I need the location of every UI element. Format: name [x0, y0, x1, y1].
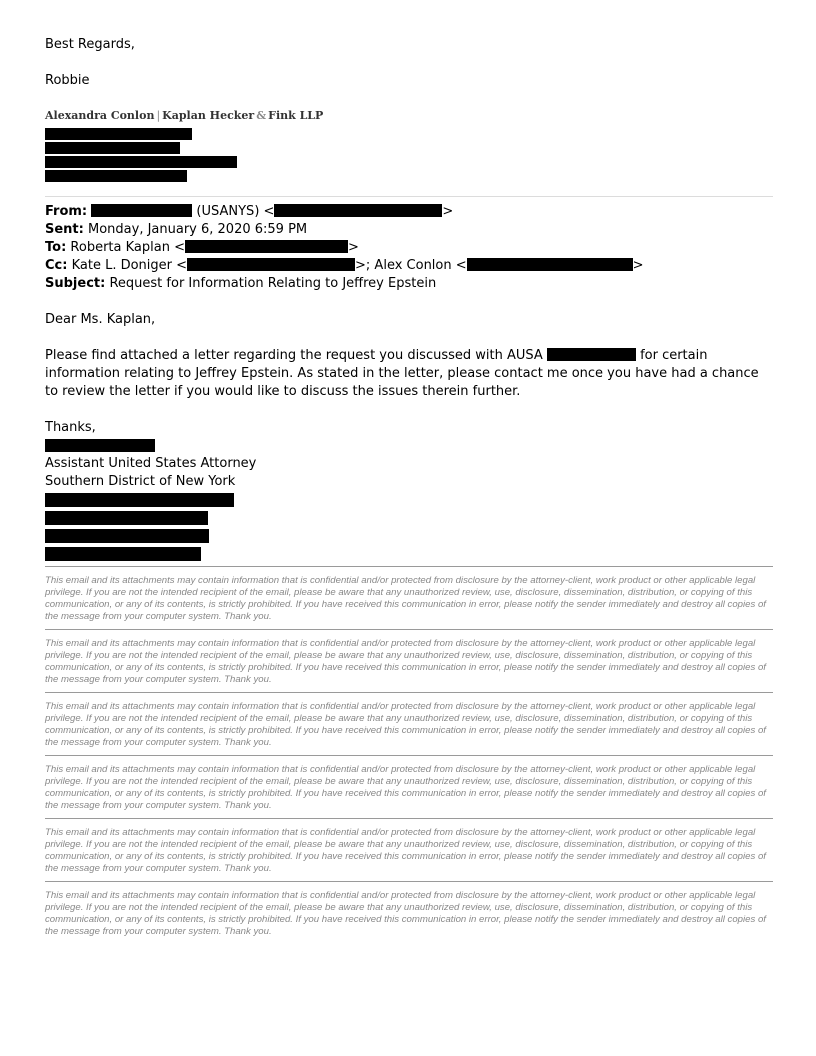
signature-separator: | — [156, 109, 161, 122]
from-end: > — [442, 204, 454, 219]
disclaimer-text: This email and its attachments may contain information that is confidential and/or protected from disclosure by the attorney-client, work product or other applicable legal privilege. If you are not the intended recipient of the email, please be aware that any unauthorized review, use, disclosure, dissemination, distribution, or copying of this communication, or any of its contents, is strictly prohibited. If you have received this communication in error, please notify the sender immediately and destroy all copies of the message from your computer system. Thank you. — [45, 701, 766, 748]
redaction-bar — [274, 204, 442, 217]
redaction-bar — [45, 529, 209, 543]
firm-signature — [45, 108, 773, 124]
body-rest: for certain information relating to Jeffrey Epstein. As stated in the letter, please contact me once you have had a chance to review the letter if you would like to discuss the issues therein further. — [45, 348, 759, 399]
body-start: Please find attached a letter regarding the request you discussed with AUSA — [45, 348, 543, 363]
redaction-bar — [45, 493, 234, 507]
redaction-bar — [45, 439, 155, 452]
subject-value: Request for Information Relating to Jeffrey Epstein — [109, 276, 437, 291]
sent-value: Monday, January 6, 2020 6:59 PM — [88, 222, 308, 237]
disclaimer-block — [45, 755, 773, 818]
disclaimer-block — [45, 629, 773, 692]
signature-firm-part1: Kaplan Hecker — [162, 109, 255, 122]
subject-label: Subject: — [45, 276, 106, 291]
to-text: Roberta Kaplan < — [70, 240, 185, 255]
redaction-bar — [45, 170, 187, 182]
redaction-bar — [45, 511, 208, 525]
cc-label: Cc: — [45, 258, 68, 273]
redaction-bar — [45, 128, 192, 140]
cc-text1: Kate L. Doniger < — [71, 258, 188, 273]
salutation: Dear Ms. Kaplan, — [45, 312, 156, 327]
cc-line — [45, 257, 773, 275]
from-text: (USANYS) < — [196, 204, 275, 219]
signature-firm-part2: Fink LLP — [268, 109, 324, 122]
to-end: > — [347, 240, 359, 255]
redaction-bar — [185, 240, 348, 253]
signoff: Thanks, — [45, 420, 96, 435]
disclaimer-text: This email and its attachments may contain information that is confidential and/or protected from disclosure by the attorney-client, work product or other applicable legal privilege. If you are not the intended recipient of the email, please be aware that any unauthorized review, use, disclosure, dissemination, distribution, or copying of this communication, or any of its contents, is strictly prohibited. If you have received this communication in error, please notify the sender immediately and destroy all copies of the message from your computer system. Thank you. — [45, 890, 766, 937]
sent-label: Sent: — [45, 222, 84, 237]
email-header — [45, 203, 773, 293]
disclaimer-block — [45, 881, 773, 944]
signature-ampersand: & — [256, 109, 267, 122]
disclaimer-text: This email and its attachments may contain information that is confidential and/or protected from disclosure by the attorney-client, work product or other applicable legal privilege. If you are not the intended recipient of the email, please be aware that any unauthorized review, use, disclosure, dissemination, distribution, or copying of this communication, or any of its contents, is strictly prohibited. If you have received this communication in error, please notify the sender immediately and destroy all copies of the message from your computer system. Thank you. — [45, 827, 766, 874]
disclaimer-text: This email and its attachments may contain information that is confidential and/or protected from disclosure by the attorney-client, work product or other applicable legal privilege. If you are not the intended recipient of the email, please be aware that any unauthorized review, use, disclosure, dissemination, distribution, or copying of this communication, or any of its contents, is strictly prohibited. If you have received this communication in error, please notify the sender immediately and destroy all copies of the message from your computer system. Thank you. — [45, 764, 766, 811]
signature-person: Alexandra Conlon — [45, 109, 155, 122]
subject-line — [45, 275, 773, 293]
closing-name: Robbie — [45, 73, 90, 88]
sender-name-redaction — [45, 437, 773, 455]
email-document — [45, 36, 773, 944]
from-label: From: — [45, 204, 88, 219]
redaction-bar — [45, 156, 237, 168]
redaction-bar — [467, 258, 633, 271]
redaction-bar — [547, 348, 636, 361]
disclaimer-block — [45, 818, 773, 881]
redaction-bar — [45, 547, 201, 561]
cc-end: > — [632, 258, 644, 273]
message-body — [45, 347, 773, 401]
redaction-bar — [45, 142, 180, 154]
disclaimer-stack — [45, 566, 773, 944]
closing-regards: Best Regards, — [45, 37, 135, 52]
sender-office: Southern District of New York — [45, 474, 236, 489]
to-line — [45, 239, 773, 257]
sender-contact-redactions — [45, 493, 773, 561]
sent-line — [45, 221, 773, 239]
sender-title: Assistant United States Attorney — [45, 456, 257, 471]
from-line — [45, 203, 773, 221]
disclaimer-text: This email and its attachments may contain information that is confidential and/or protected from disclosure by the attorney-client, work product or other applicable legal privilege. If you are not the intended recipient of the email, please be aware that any unauthorized review, use, disclosure, dissemination, distribution, or copying of this communication, or any of its contents, is strictly prohibited. If you have received this communication in error, please notify the sender immediately and destroy all copies of the message from your computer system. Thank you. — [45, 575, 766, 622]
signature-redactions — [45, 128, 773, 182]
redaction-bar — [187, 258, 355, 271]
redaction-bar — [91, 204, 192, 217]
disclaimer-text: This email and its attachments may contain information that is confidential and/or protected from disclosure by the attorney-client, work product or other applicable legal privilege. If you are not the intended recipient of the email, please be aware that any unauthorized review, use, disclosure, dissemination, distribution, or copying of this communication, or any of its contents, is strictly prohibited. If you have received this communication in error, please notify the sender immediately and destroy all copies of the message from your computer system. Thank you. — [45, 638, 766, 685]
header-divider — [45, 196, 773, 197]
to-label: To: — [45, 240, 67, 255]
cc-text2: >; Alex Conlon < — [355, 258, 467, 273]
disclaimer-block — [45, 566, 773, 629]
disclaimer-block — [45, 692, 773, 755]
